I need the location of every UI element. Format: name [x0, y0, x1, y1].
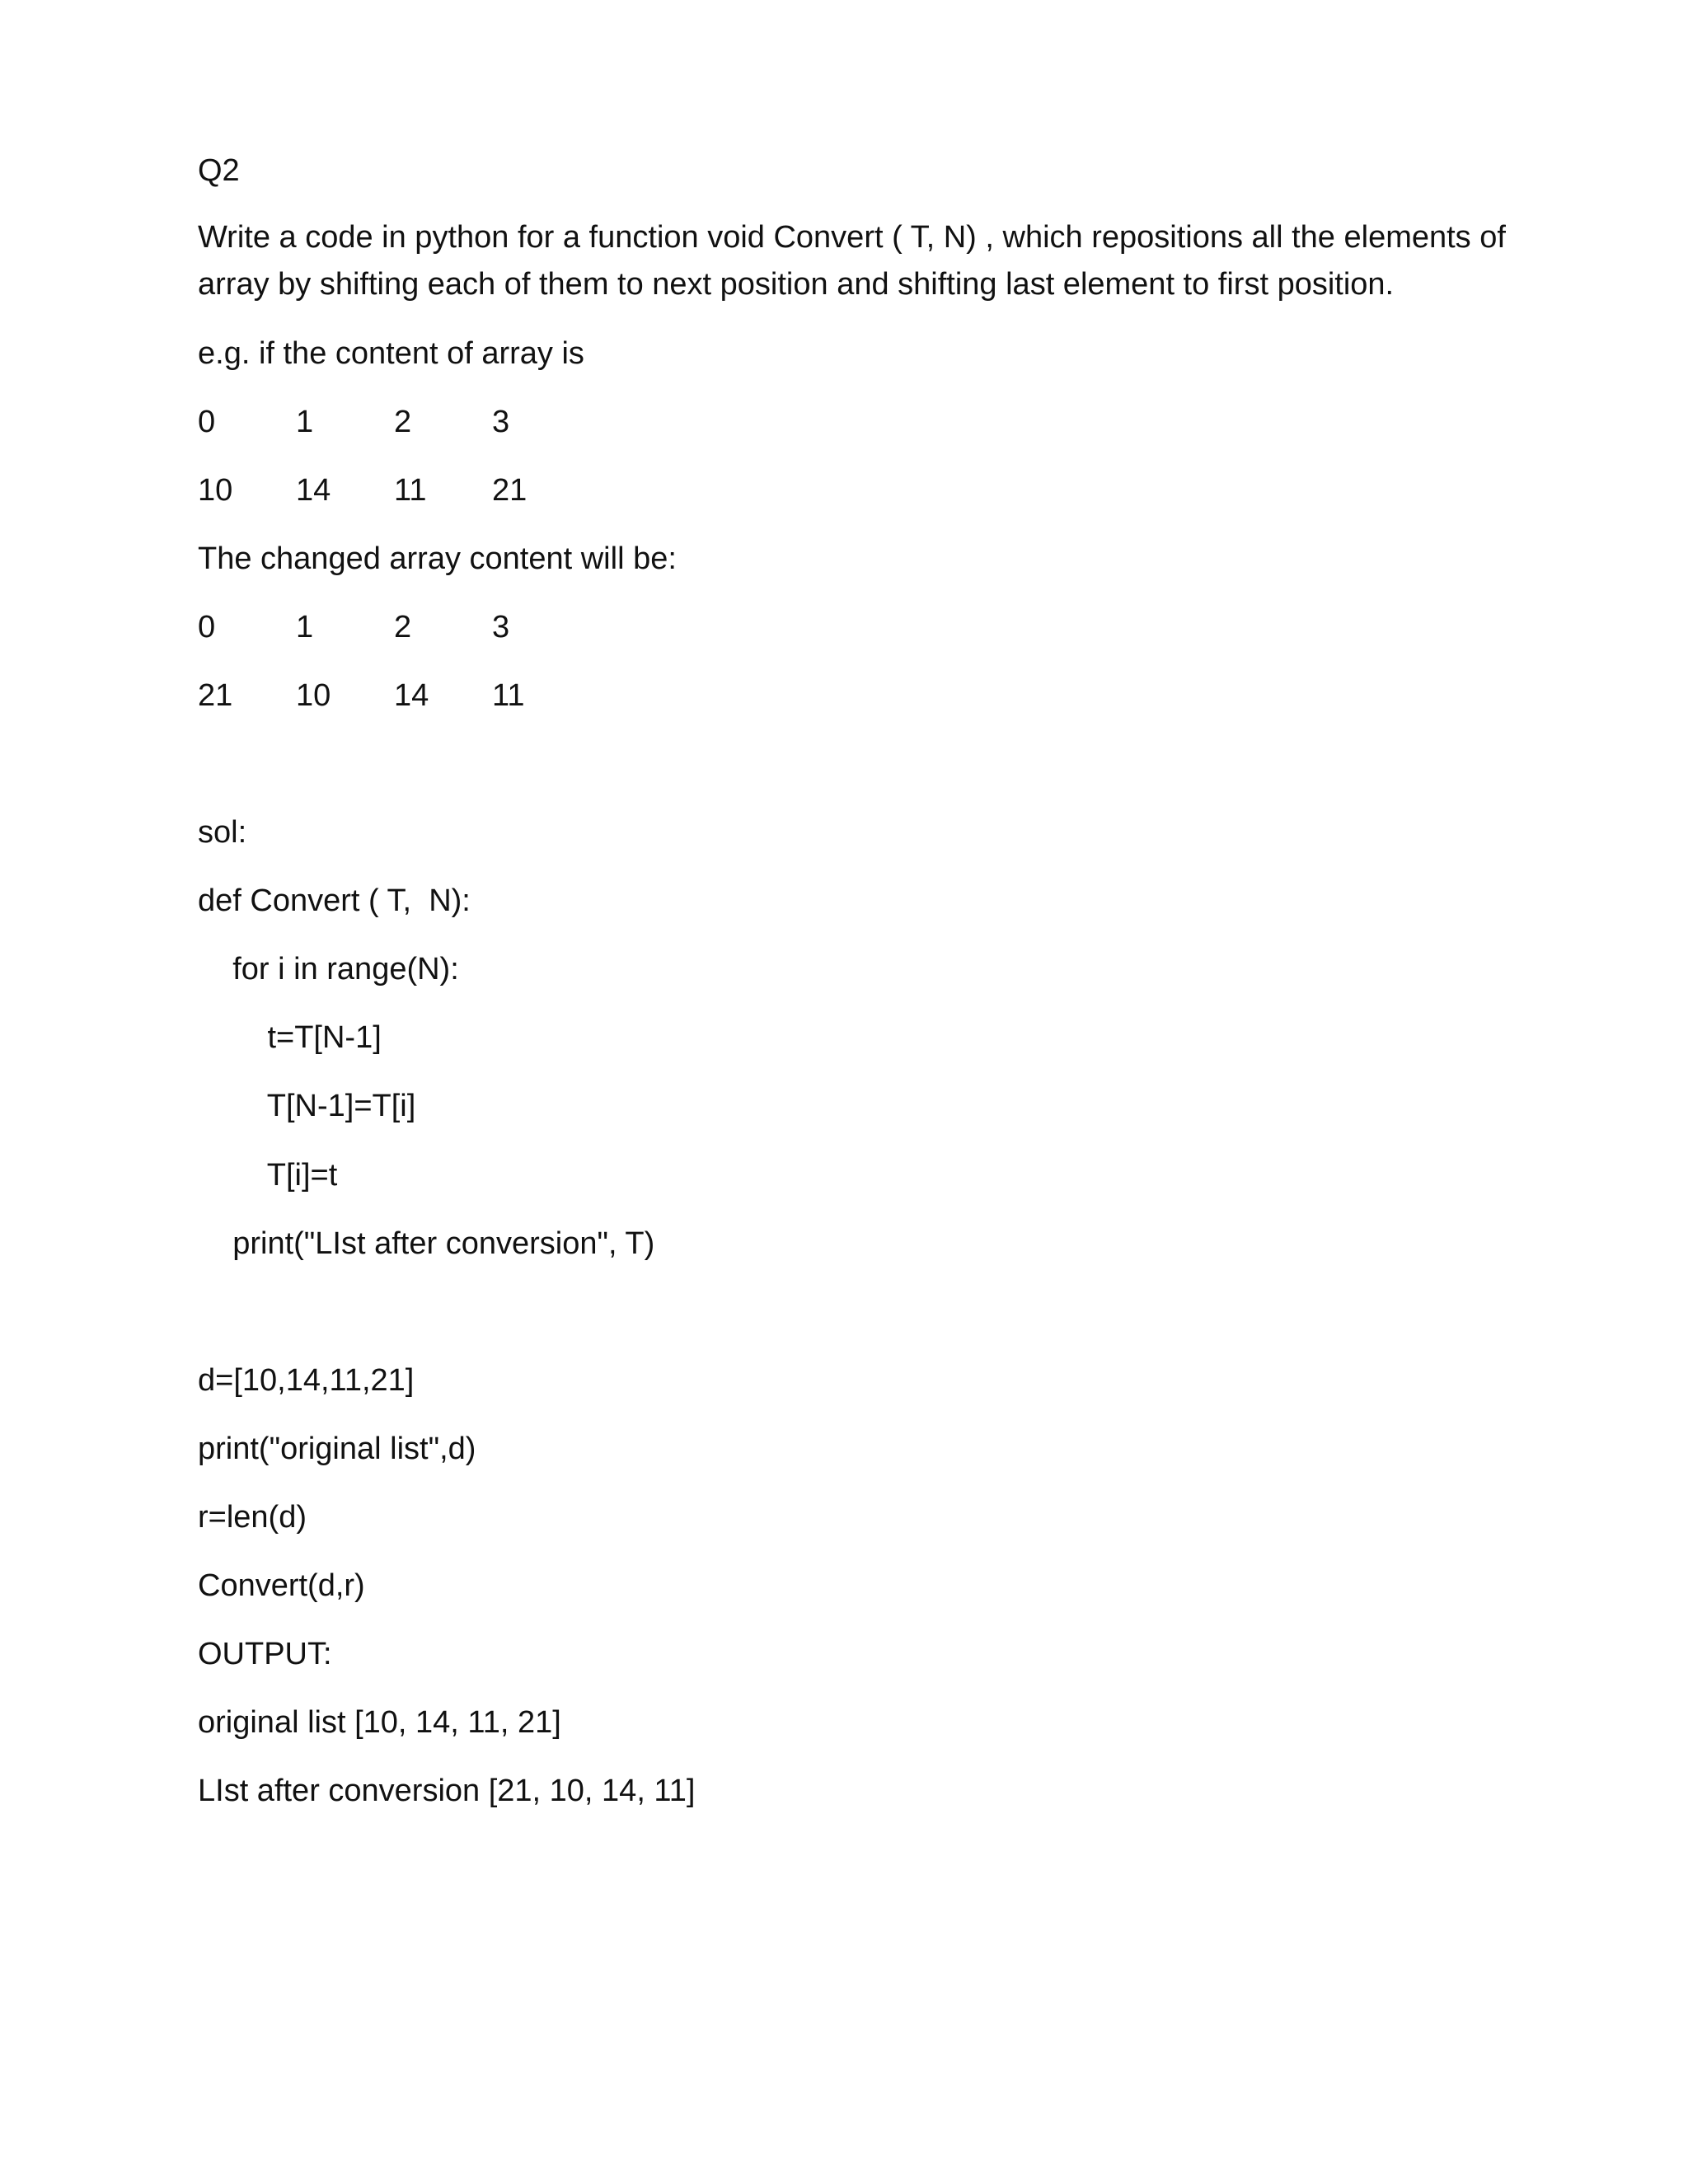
value-cell: 10 [198, 473, 233, 508]
output-line: original list [10, 14, 11, 21] [198, 1705, 561, 1740]
index-cell: 0 [198, 610, 216, 644]
value-cell: 14 [296, 473, 331, 508]
code-line: print("LIst after conversion", T) [198, 1226, 655, 1261]
index-cell: 1 [296, 405, 314, 439]
value-cell: 21 [198, 678, 233, 713]
question-heading: Q2 [198, 153, 240, 188]
index-cell: 0 [198, 405, 216, 439]
code-line: for i in range(N): [198, 952, 459, 987]
value-cell: 11 [492, 678, 525, 713]
value-cell: 11 [394, 473, 427, 508]
driver-line: print("original list",d) [198, 1432, 476, 1466]
changed-intro: The changed array content will be: [198, 541, 677, 576]
value-cell: 21 [492, 473, 528, 508]
output-label: OUTPUT: [198, 1637, 332, 1671]
code-line: def Convert ( T, N): [198, 883, 471, 918]
output-line: LIst after conversion [21, 10, 14, 11] [198, 1774, 696, 1808]
example-intro: e.g. if the content of array is [198, 336, 584, 371]
code-line: t=T[N-1] [198, 1020, 382, 1055]
index-cell: 2 [394, 405, 412, 439]
value-cell: 10 [296, 678, 331, 713]
code-line: T[N-1]=T[i] [198, 1089, 416, 1123]
code-line: T[i]=t [198, 1158, 338, 1193]
value-cell: 14 [394, 678, 429, 713]
index-cell: 2 [394, 610, 412, 644]
solution-label: sol: [198, 815, 247, 850]
index-cell: 3 [492, 405, 510, 439]
index-cell: 3 [492, 610, 510, 644]
driver-line: d=[10,14,11,21] [198, 1363, 415, 1398]
driver-line: r=len(d) [198, 1500, 307, 1535]
question-text: Write a code in python for a function void Convert ( T, N) , which repositions all the elements of array by shifting each of them to next position and shifting last element to first position. [198, 220, 1506, 302]
index-cell: 1 [296, 610, 314, 644]
driver-line: Convert(d,r) [198, 1568, 365, 1603]
